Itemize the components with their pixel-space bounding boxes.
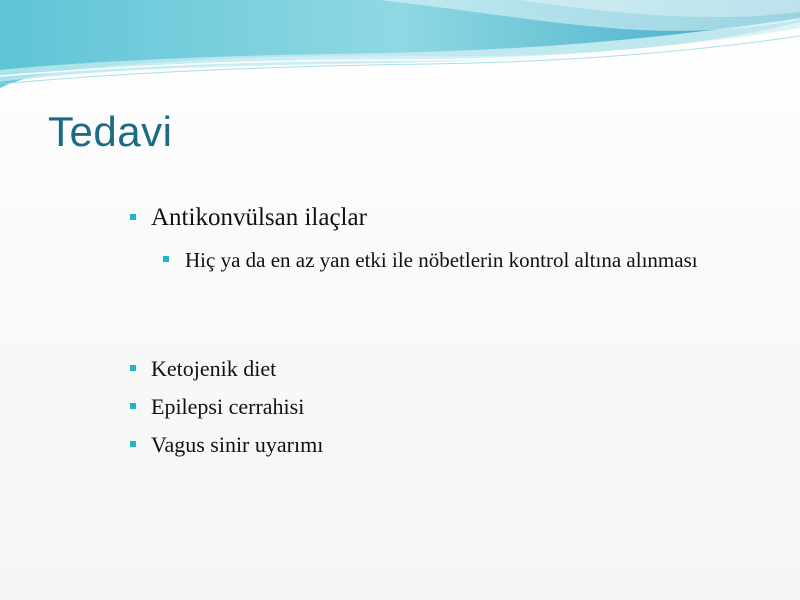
bullet-text: Epilepsi cerrahisi: [151, 394, 305, 419]
bullet-item-epilepsi-cerrahisi: [130, 394, 304, 420]
bullet-text: Vagus sinir uyarımı: [151, 432, 324, 457]
square-bullet-icon: [163, 256, 169, 262]
bullet-text: Ketojenik diet: [151, 356, 277, 381]
sub-bullet-item-nobet-kontrol: [163, 245, 763, 276]
bullet-text: Antikonvülsan ilaçlar: [151, 204, 367, 231]
bullet-item-antikonvulsan: [130, 204, 367, 232]
sub-bullet-text: Hiç ya da en az yan etki ile nöbetlerin kontrol altına alınması: [185, 248, 698, 272]
square-bullet-icon: [130, 403, 136, 409]
bullet-item-ketojenik: [130, 356, 276, 382]
square-bullet-icon: [130, 365, 136, 371]
square-bullet-icon: [130, 214, 136, 220]
bullet-item-vagus: [130, 432, 323, 458]
square-bullet-icon: [130, 441, 136, 447]
slide-title: Tedavi: [48, 108, 173, 155]
